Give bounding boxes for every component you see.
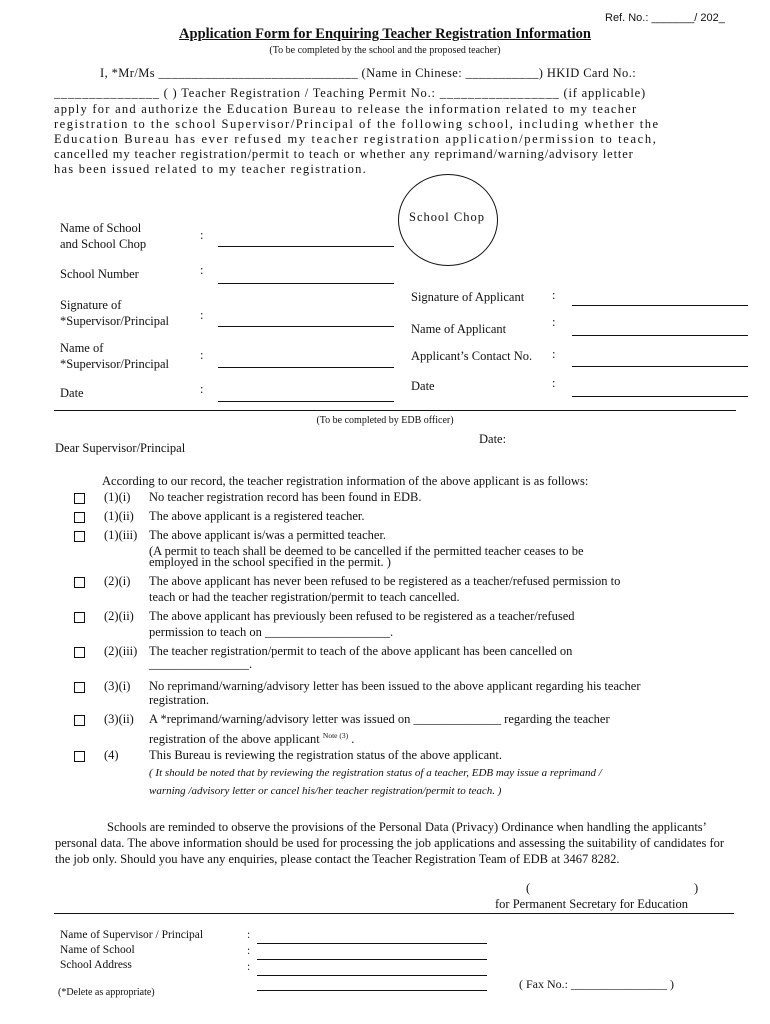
- salutation: Dear Supervisor/Principal: [55, 441, 186, 455]
- item-number: (2)(iii): [104, 644, 138, 658]
- school-number-label: School Number: [60, 267, 139, 281]
- italic-note: ( It should be noted that by reviewing the registration status of a teacher, EDB may issue a reprimand /: [149, 767, 602, 779]
- item-number: (4): [104, 748, 119, 762]
- delete-note: (*Delete as appropriate): [58, 987, 155, 998]
- supervisor-name-field[interactable]: [218, 367, 394, 368]
- colon: :: [247, 945, 251, 957]
- signoff-line: for Permanent Secretary for Education: [495, 897, 688, 911]
- item-number: (2)(i): [104, 574, 131, 588]
- note-superscript: Note (3): [322, 731, 349, 740]
- item-text: ________________.: [149, 657, 253, 671]
- item-text: The above applicant has previously been refused to be registered as a teacher/refused: [149, 609, 575, 623]
- item-text: registration.: [149, 693, 210, 707]
- item-text: permission to teach on ____________________.: [149, 625, 394, 639]
- school-chop-label: School Chop: [409, 210, 485, 224]
- applicant-name-field[interactable]: [572, 335, 748, 336]
- section-divider: [54, 410, 736, 411]
- checkbox-2-ii[interactable]: [74, 612, 85, 623]
- item-text: The teacher registration/permit to teach of the above applicant has been cancelled on: [149, 644, 573, 658]
- item-number: (1)(iii): [104, 528, 138, 542]
- signoff-paren-open: (: [526, 881, 531, 895]
- checkbox-1-ii[interactable]: [74, 512, 85, 523]
- intro-line: cancelled my teacher registration/permit to teach or whether any reprimand/warning/advisory letter: [54, 147, 634, 161]
- reference-number: Ref. No.: _______/ 202_: [605, 12, 725, 24]
- privacy-reminder: Schools are reminded to observe the provisions of the Personal Data (Privacy) Ordinance when handling the applicants’ personal data. The above information should be used for processing the job applications and assessing the suitability of candidates for the job only. Should you have any enquiries, please contact the Teacher Registration Team of EDB at 3467 8282.: [55, 820, 725, 866]
- item-number: (3)(i): [104, 679, 131, 693]
- bottom-address-field-2[interactable]: [257, 990, 487, 991]
- item-text: No teacher registration record has been found in EDB.: [149, 490, 422, 504]
- intro-line: Education Bureau has ever refused my teacher registration application/permission to teach,: [54, 132, 658, 146]
- supervisor-signature-field[interactable]: [218, 326, 394, 327]
- checkbox-3-ii[interactable]: [74, 715, 85, 726]
- item-text: The above applicant is a registered teacher.: [149, 509, 365, 523]
- applicant-signature-field[interactable]: [572, 305, 748, 306]
- colon: :: [247, 929, 251, 941]
- record-intro: According to our record, the teacher registration information of the above applicant is as follows:: [102, 474, 589, 488]
- checkbox-1-i[interactable]: [74, 493, 85, 504]
- bottom-address-label: School Address: [60, 959, 132, 971]
- bottom-supervisor-field[interactable]: [257, 943, 487, 944]
- school-name-label: Name of School and School Chop: [60, 221, 147, 251]
- school-number-field[interactable]: [218, 283, 394, 284]
- bottom-supervisor-label: Name of Supervisor / Principal: [60, 929, 204, 941]
- colon: :: [552, 288, 556, 302]
- item-text: The above applicant has never been refused to be registered as a teacher/refused permission to: [149, 574, 621, 588]
- item-note: employed in the school specified in the permit. ): [149, 555, 391, 569]
- item-text: The above applicant is/was a permitted teacher.: [149, 528, 387, 542]
- colon: :: [200, 382, 204, 396]
- colon: :: [200, 308, 204, 322]
- school-date-field[interactable]: [218, 401, 394, 402]
- applicant-signature-label: Signature of Applicant: [411, 290, 525, 304]
- applicant-date-field[interactable]: [572, 396, 748, 397]
- checkbox-2-iii[interactable]: [74, 647, 85, 658]
- form-title: Application Form for Enquiring Teacher Registration Information: [179, 26, 591, 42]
- intro-line-name: I, *Mr/Ms ______________________________ (Name in Chinese: ___________) HKID Card No.:: [100, 66, 637, 80]
- italic-note: warning /advisory letter or cancel his/her teacher registration/permit to teach. ): [149, 785, 502, 797]
- colon: :: [200, 263, 204, 277]
- item-text-main: registration of the above applicant: [149, 732, 320, 747]
- intro-line: has been issued related to my teacher registration.: [54, 162, 367, 176]
- checkbox-3-i[interactable]: [74, 682, 85, 693]
- item-text: This Bureau is reviewing the registration status of the above applicant.: [149, 748, 503, 762]
- colon: :: [200, 348, 204, 362]
- item-text: teach or had the teacher registration/permit to teach cancelled.: [149, 590, 460, 604]
- colon: :: [552, 315, 556, 329]
- item-text: [149, 728, 354, 747]
- colon: :: [200, 228, 204, 242]
- applicant-name-label: Name of Applicant: [411, 322, 507, 336]
- checkbox-4[interactable]: [74, 751, 85, 762]
- intro-line: registration to the school Supervisor/Principal of the following school, including whether the: [54, 117, 660, 131]
- checkbox-2-i[interactable]: [74, 577, 85, 588]
- school-date-label: Date: [60, 386, 84, 400]
- colon: :: [552, 376, 556, 390]
- colon: :: [247, 961, 251, 973]
- intro-line: apply for and authorize the Education Bureau to release the information related to my teacher: [54, 102, 638, 116]
- applicant-contact-field[interactable]: [572, 366, 748, 367]
- item-number: (3)(ii): [104, 712, 134, 726]
- fax-number: ( Fax No.: ________________ ): [519, 977, 674, 991]
- bottom-school-label: Name of School: [60, 944, 135, 956]
- bottom-school-field[interactable]: [257, 959, 487, 960]
- item-text: A *reprimand/warning/advisory letter was issued on ______________ regarding the teacher: [149, 712, 610, 726]
- applicant-contact-label: Applicant’s Contact No.: [411, 349, 533, 363]
- bottom-address-field[interactable]: [257, 975, 487, 976]
- item-number: (1)(i): [104, 490, 131, 504]
- edb-officer-note: (To be completed by EDB officer): [316, 415, 454, 426]
- intro-line-registration-no: _______________ ( ) Teacher Registration / Teaching Permit No.: _________________ (if applicable): [54, 86, 646, 100]
- item-number: (1)(ii): [104, 509, 134, 523]
- edb-date-label: Date:: [479, 432, 507, 446]
- item-number: (2)(ii): [104, 609, 134, 623]
- school-name-field[interactable]: [218, 246, 394, 247]
- item-note: (A permit to teach shall be deemed to be cancelled if the permitted teacher ceases to be: [149, 544, 584, 558]
- signoff-paren-close: ): [694, 881, 699, 895]
- item-text: No reprimand/warning/advisory letter has been issued to the above applicant regarding his teacher: [149, 679, 641, 693]
- bottom-divider: [54, 913, 734, 914]
- applicant-date-label: Date: [411, 379, 435, 393]
- supervisor-signature-label: Signature of *Supervisor/Principal: [60, 298, 170, 328]
- item-text-suffix: .: [348, 732, 355, 747]
- colon: :: [552, 347, 556, 361]
- form-subtitle: (To be completed by the school and the proposed teacher): [269, 45, 501, 56]
- checkbox-1-iii[interactable]: [74, 531, 85, 542]
- supervisor-name-label: Name of *Supervisor/Principal: [60, 341, 170, 371]
